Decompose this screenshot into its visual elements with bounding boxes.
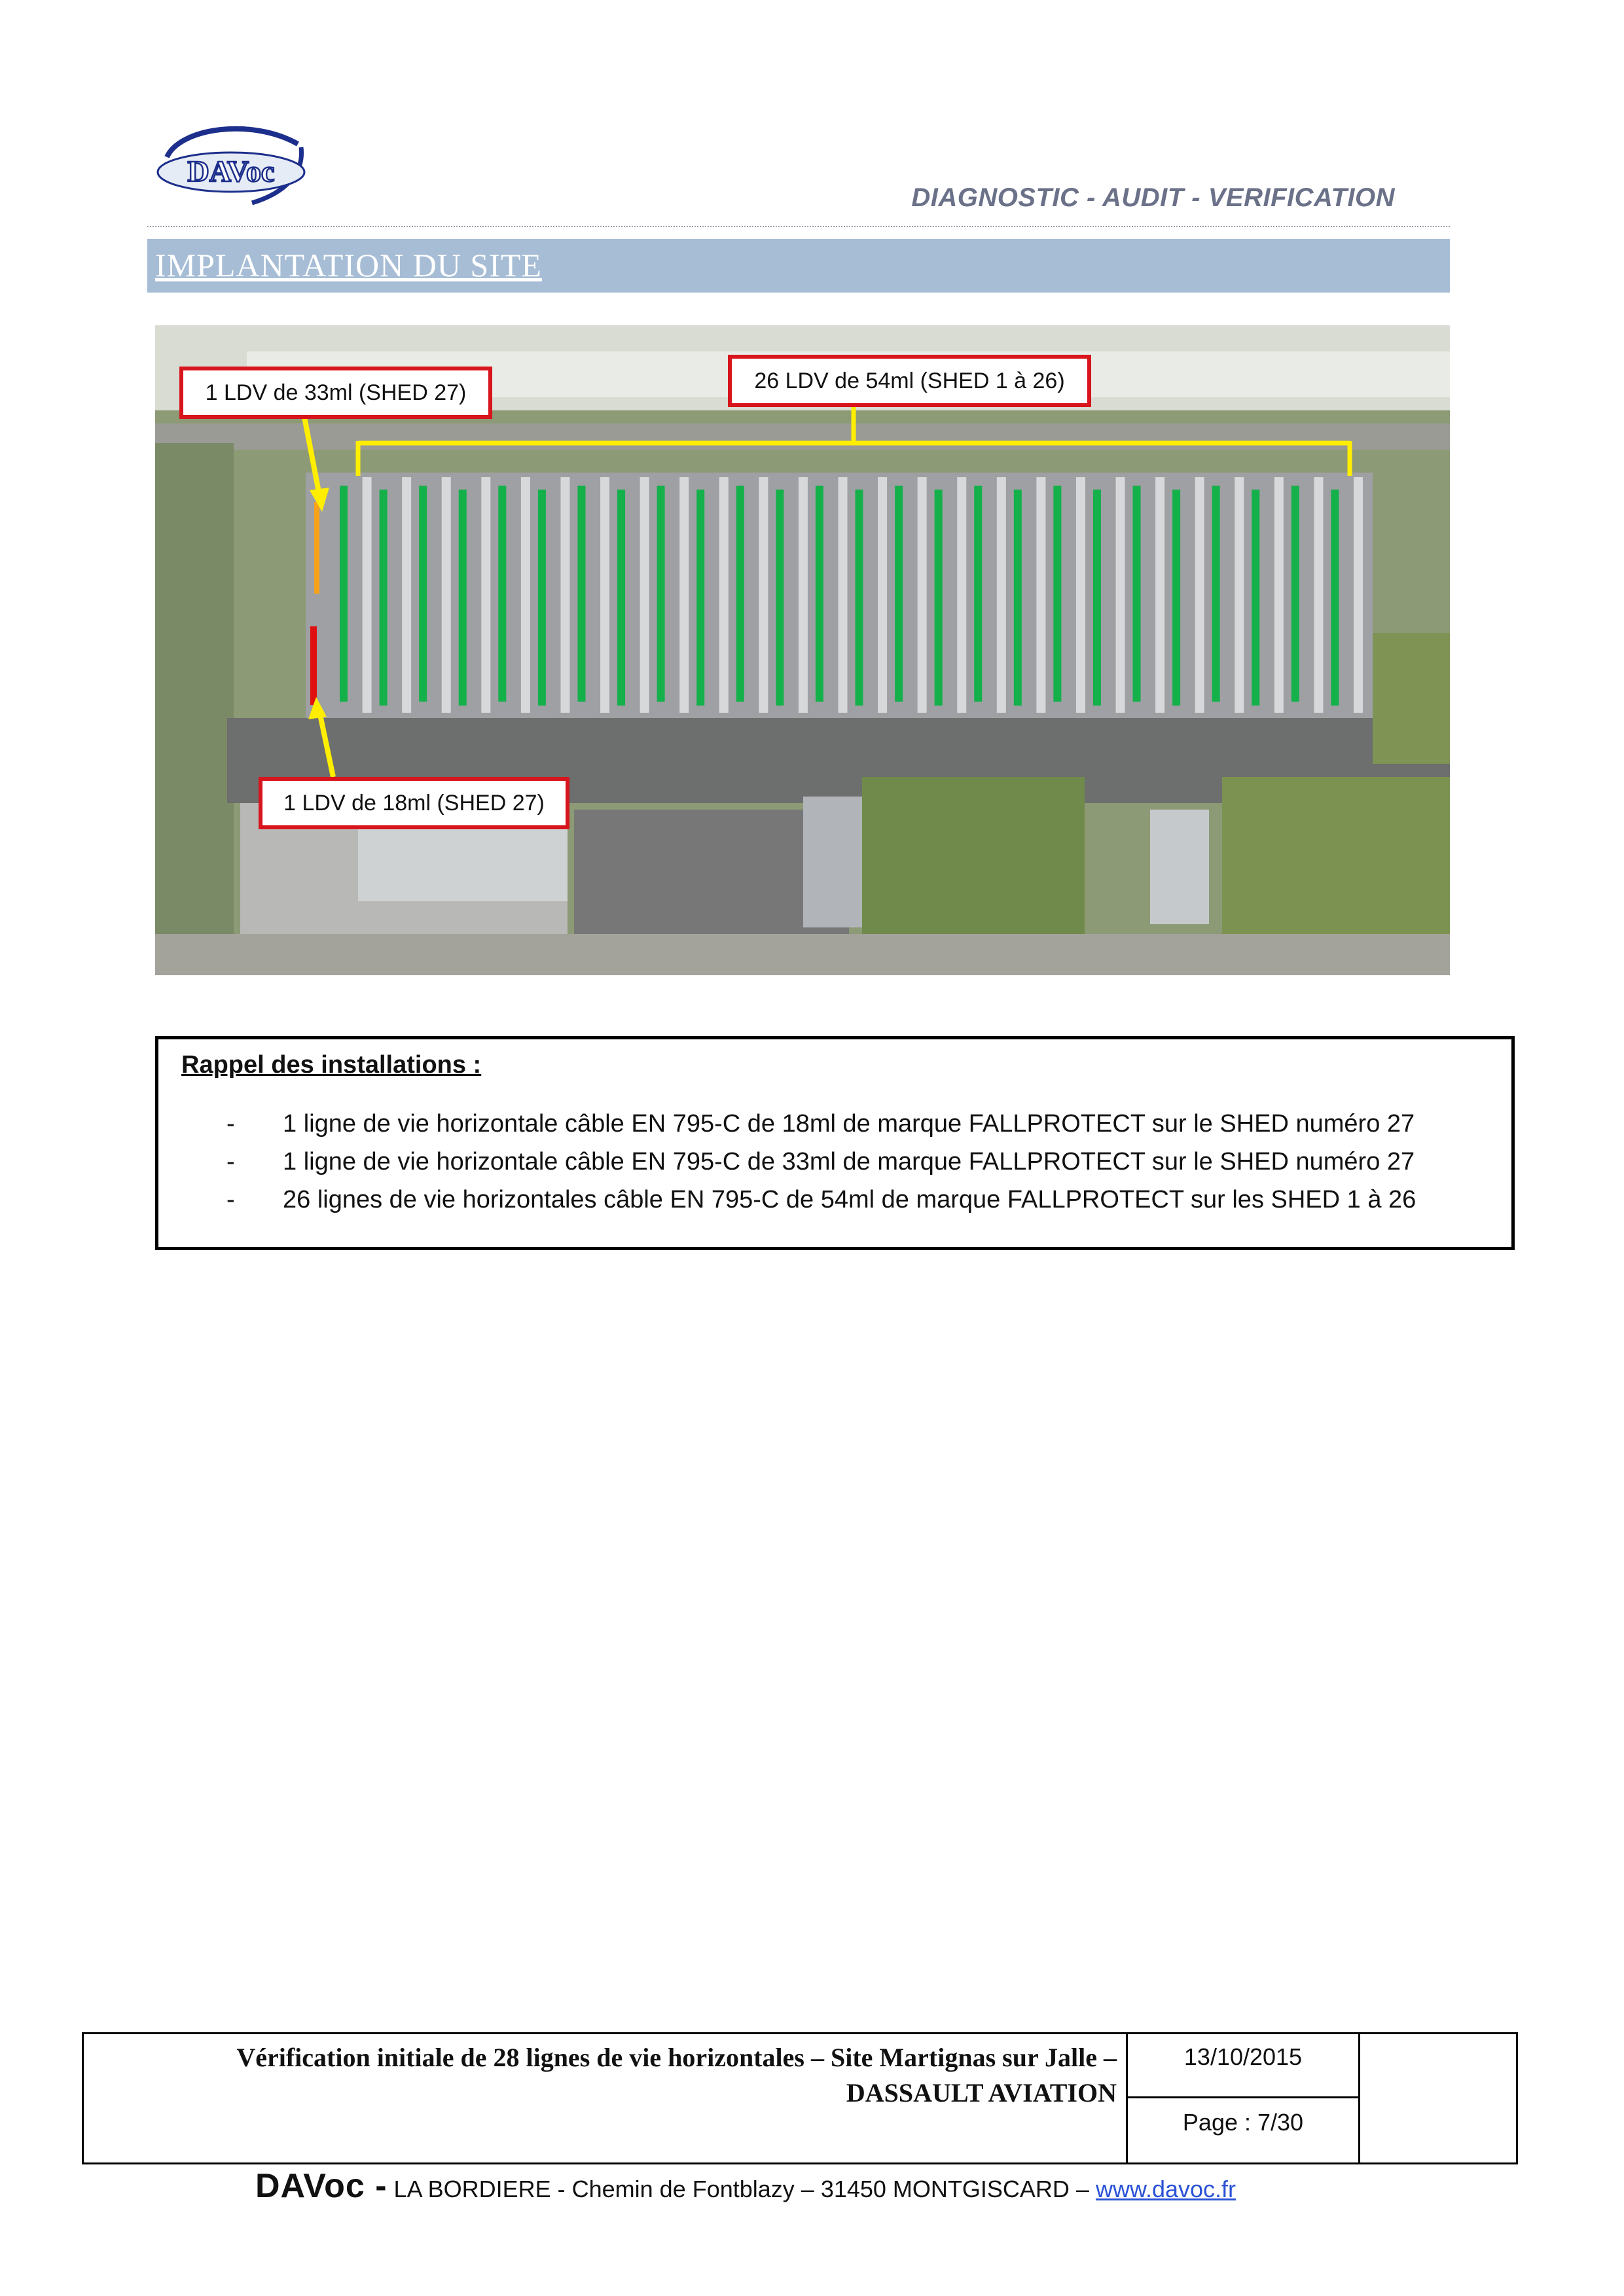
ldv-54ml-line — [577, 486, 585, 702]
ldv-54ml-line — [935, 490, 943, 706]
ldv-54ml-line — [459, 490, 467, 706]
callout-33ml: 1 LDV de 33ml (SHED 27) — [179, 367, 492, 419]
reminder-item-text: 26 lignes de vie horizontales câble EN 795-C de 54ml de marque FALLPROTECT sur les SHED 1 à 26 — [283, 1186, 1416, 1213]
footer-brand: DAVoc - — [255, 2167, 388, 2205]
installations-reminder-box — [155, 1036, 1515, 1250]
roof-shed-rib — [1036, 477, 1045, 713]
roof-shed-rib — [799, 477, 808, 713]
roof-shed-rib — [839, 477, 848, 713]
roof-shed-rib — [1235, 477, 1244, 713]
roof-shed-rib — [442, 477, 451, 713]
roof-shed-rib — [878, 477, 887, 713]
footer-title-line2: DASSAULT AVIATION — [846, 2078, 1117, 2108]
section-title: IMPLANTATION DU SITE — [155, 247, 542, 283]
roof-shed-rib — [402, 477, 411, 713]
ldv-54ml-line — [856, 490, 863, 706]
ldv-54ml-line — [657, 486, 665, 702]
aerial-site-image — [155, 325, 1450, 975]
bullet-dash: - — [226, 1110, 235, 1138]
footer-date: 13/10/2015 — [1183, 2043, 1303, 2070]
roof-shed-rib — [1354, 477, 1363, 713]
ldv-54ml-line — [340, 486, 348, 702]
roof-shed-rib — [759, 477, 768, 713]
ldv-54ml-line — [1331, 490, 1339, 706]
bullet-dash: - — [226, 1186, 235, 1213]
reminder-title: Rappel des installations : — [181, 1051, 482, 1079]
bullet-dash: - — [226, 1148, 235, 1175]
callout-54ml: 26 LDV de 54ml (SHED 1 à 26) — [728, 355, 1091, 407]
ldv-54ml-line — [895, 486, 903, 702]
ldv-54ml-line — [1053, 486, 1061, 702]
ldv-54ml-line — [696, 490, 704, 706]
roof-shed-rib — [679, 477, 689, 713]
roof-shed-rib — [640, 477, 649, 713]
roof-shed-rib — [363, 477, 372, 713]
ldv-54ml-line — [1093, 490, 1101, 706]
ldv-54ml-line — [816, 486, 823, 702]
reminder-item-text: 1 ligne de vie horizontale câble EN 795-C de 33ml de marque FALLPROTECT sur le SHED numéro 27 — [283, 1148, 1415, 1175]
roof-shed-rib — [997, 477, 1006, 713]
footer-address-line — [255, 2166, 1236, 2206]
roof-shed-rib — [481, 477, 490, 713]
ldv-54ml-line — [617, 490, 625, 706]
ldv-33ml-line — [314, 502, 319, 594]
footer-page-number: Page : 7/30 — [1182, 2109, 1304, 2136]
roof-shed-rib — [918, 477, 927, 713]
roof-shed-rib — [560, 477, 569, 713]
footer-title-line1: Vérification initiale de 28 lignes de vie horizontales – Site Martignas sur Jalle – — [236, 2043, 1117, 2072]
reminder-item-text: 1 ligne de vie horizontale câble EN 795-C de 18ml de marque FALLPROTECT sur le SHED numéro 27 — [283, 1110, 1415, 1138]
aerial-photo — [155, 325, 1450, 975]
footer-title-cell — [84, 2034, 1128, 2162]
roof-shed-rib — [1116, 477, 1125, 713]
ldv-54ml-line — [1212, 486, 1220, 702]
footer-address: LA BORDIERE - Chemin de Fontblazy – 31450 MONTGISCARD – — [393, 2176, 1096, 2202]
callout-18ml: 1 LDV de 18ml (SHED 27) — [259, 777, 569, 829]
roof-shed-rib — [1314, 477, 1323, 713]
davoc-logo — [154, 121, 311, 213]
ldv-54ml-line — [974, 486, 982, 702]
header-divider — [147, 226, 1450, 227]
ldv-54ml-line — [1172, 490, 1180, 706]
ldv-54ml-line — [1133, 486, 1141, 702]
ldv-54ml-line — [736, 486, 744, 702]
footer-table — [82, 2032, 1518, 2164]
roof-shed-rib — [957, 477, 966, 713]
logo-text: DAVoc — [187, 154, 275, 188]
ldv-54ml-line — [498, 486, 506, 702]
roof-shed-rib — [1076, 477, 1085, 713]
ldv-54ml-line — [1252, 490, 1259, 706]
roof-shed-rib — [600, 477, 609, 713]
ldv-54ml-line — [1014, 490, 1022, 706]
website-link[interactable]: www.davoc.fr — [1095, 2176, 1236, 2202]
ldv-18ml-line — [310, 626, 317, 705]
footer-date-cell — [1128, 2034, 1360, 2098]
header-tagline: DIAGNOSTIC - AUDIT - VERIFICATION — [911, 183, 1395, 212]
ldv-54ml-line — [380, 490, 388, 706]
roof-shed-rib — [1155, 477, 1164, 713]
ldv-54ml-line — [1291, 486, 1299, 702]
footer-page-cell — [1128, 2098, 1360, 2162]
roof-shed-rib — [1274, 477, 1284, 713]
ldv-54ml-line — [538, 490, 546, 706]
roof-shed-rib — [521, 477, 530, 713]
roof-shed-rib — [1195, 477, 1204, 713]
roof-shed-rib — [719, 477, 729, 713]
ldv-54ml-line — [419, 486, 427, 702]
ldv-54ml-line — [776, 490, 784, 706]
